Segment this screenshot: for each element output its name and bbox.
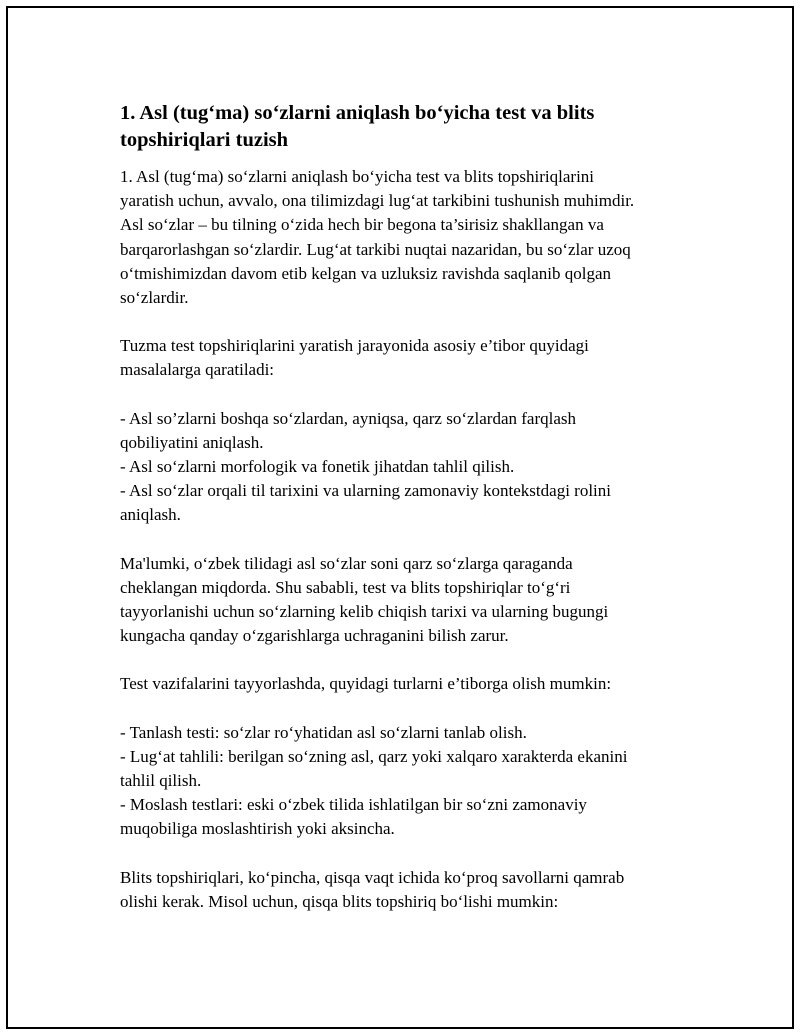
text-line: qobiliyatini aniqlash. — [120, 432, 264, 452]
text-line: barqarorlashgan so‘zlardir. Lug‘at tarkibi nuqtai nazaridan, bu so‘zlar uzoq — [120, 239, 631, 259]
text-line: o‘tmishimizdan davom etib kelgan va uzluksiz ravishda saqlanib qolgan — [120, 263, 611, 283]
text-line: tahlil qilish. — [120, 771, 202, 791]
heading-line: 1. Asl (tug‘ma) so‘zlarni aniqlash bo‘yicha test va blits — [120, 102, 595, 124]
paragraph-gap — [120, 648, 692, 672]
text-line: Blits topshiriqlari, ko‘pincha, qisqa vaqt ichida ko‘proq savollarni qamrab — [120, 867, 625, 887]
text-line: cheklangan miqdorda. Shu sababli, test va blits topshiriqlar to‘g‘ri — [120, 577, 571, 597]
paragraph-gap — [120, 842, 692, 866]
paragraph — [120, 334, 692, 382]
paragraph-gap — [120, 528, 692, 552]
text-line: - Asl so‘zlar orqali til tarixini va ularning zamonaviy kontekstdagi rolini — [120, 481, 611, 501]
document-body — [120, 165, 692, 914]
paragraph — [120, 721, 692, 842]
text-line: so‘zlardir. — [120, 288, 189, 308]
text-line: kungacha qanday o‘zgarishlarga uchraganini bilish zarur. — [120, 626, 509, 646]
paragraph — [120, 165, 692, 310]
text-line: - Asl so‘zlarni morfologik va fonetik jihatdan tahlil qilish. — [120, 457, 515, 477]
text-line: masalalarga qaratiladi: — [120, 360, 275, 380]
paragraph — [120, 552, 692, 649]
heading-line: topshiriqlari tuzish — [120, 129, 289, 151]
text-line: tayyorlanishi uchun so‘zlarning kelib chiqish tarixi va ularning bugungi — [120, 602, 609, 622]
text-line: olishi kerak. Misol uchun, qisqa blits topshiriq bo‘lishi mumkin: — [120, 891, 559, 911]
text-line: yaratish uchun, avvalo, ona tilimizdagi lug‘at tarkibini tushunish muhimdir. — [120, 191, 635, 211]
text-line: - Asl so’zlarni boshqa so‘zlardan, ayniqsa, qarz so‘zlardan farqlash — [120, 408, 577, 428]
paragraph — [120, 407, 692, 528]
text-line: - Lug‘at tahlili: berilgan so‘zning asl, qarz yoki xalqaro xarakterda ekanini — [120, 746, 628, 766]
paragraph — [120, 672, 692, 696]
document-content — [120, 100, 692, 914]
paragraph-gap — [120, 383, 692, 407]
page-frame — [6, 6, 794, 1029]
paragraph-gap — [120, 310, 692, 334]
text-line: - Moslash testlari: eski o‘zbek tilida ishlatilgan bir so‘zni zamonaviy — [120, 795, 587, 815]
text-line: aniqlash. — [120, 505, 181, 525]
text-line: Ma'lumki, o‘zbek tilidagi asl so‘zlar soni qarz so‘zlarga qaraganda — [120, 553, 573, 573]
text-line: Tuzma test topshiriqlarini yaratish jarayonida asosiy e’tibor quyidagi — [120, 336, 589, 356]
text-line: Test vazifalarini tayyorlashda, quyidagi turlarni e’tiborga olish mumkin: — [120, 674, 612, 694]
text-line: - Tanlash testi: so‘zlar ro‘yhatidan asl so‘zlarni tanlab olish. — [120, 722, 527, 742]
text-line: muqobiliga moslashtirish yoki aksincha. — [120, 819, 395, 839]
section-heading — [120, 100, 692, 154]
paragraph-gap — [120, 697, 692, 721]
text-line: Asl so‘zlar – bu tilning o‘zida hech bir begona ta’sirisiz shakllangan va — [120, 215, 604, 235]
paragraph — [120, 866, 692, 914]
text-line: 1. Asl (tug‘ma) so‘zlarni aniqlash bo‘yicha test va blits topshiriqlarini — [120, 167, 595, 186]
